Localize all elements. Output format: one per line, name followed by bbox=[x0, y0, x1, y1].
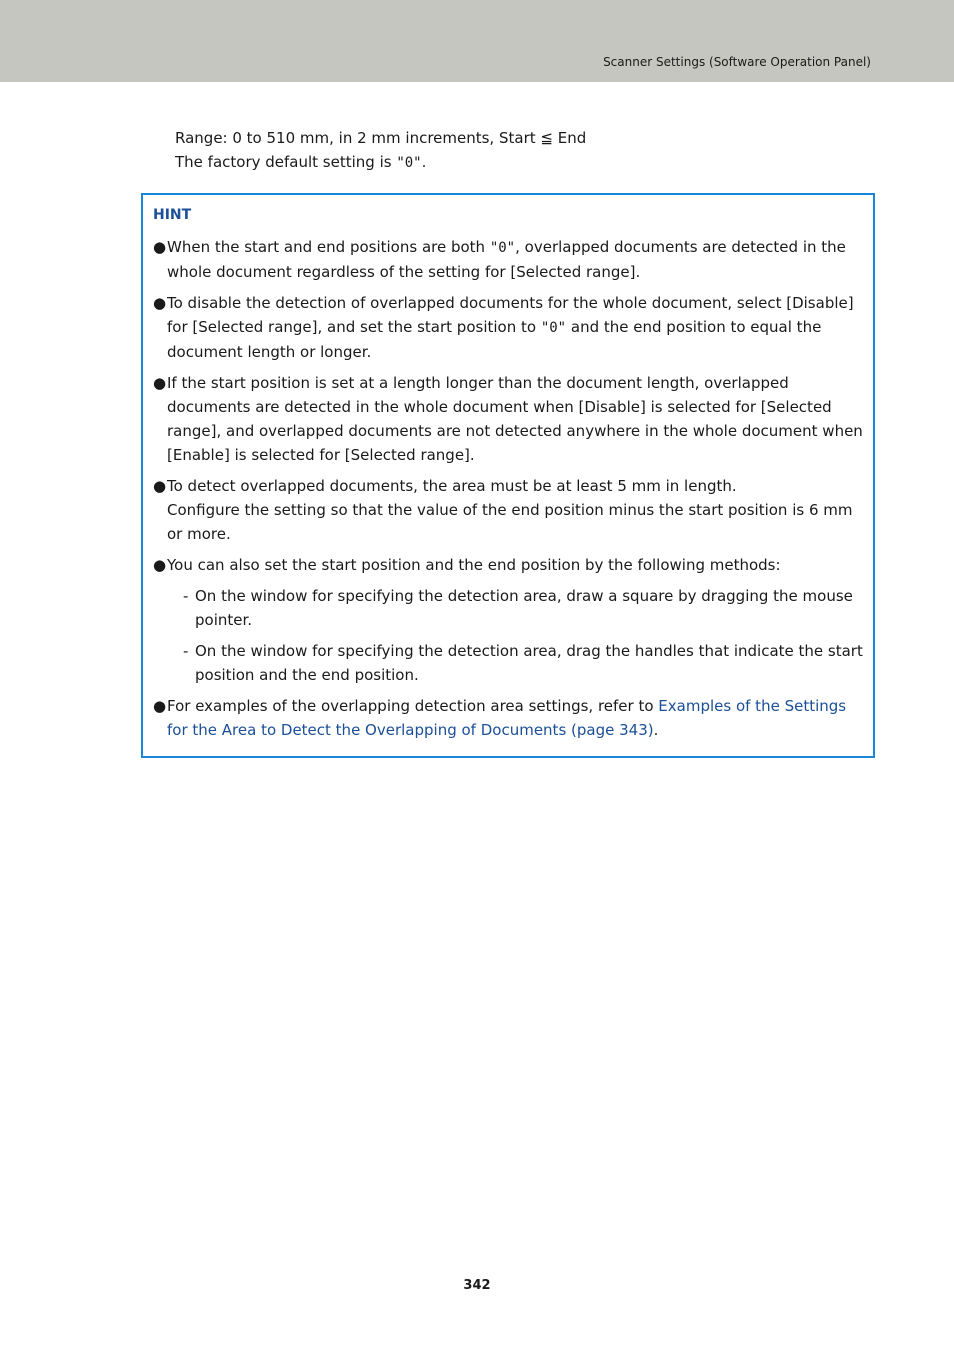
hint-item-examples: ● For examples of the overlapping detection area settings, refer to Examples of the Settings for the Area to Detect the Overlapping of Documents (page 343). bbox=[153, 694, 865, 742]
header-band bbox=[0, 0, 954, 82]
code-value: "0" bbox=[489, 240, 516, 256]
range-text: Range: 0 to 510 mm, in 2 mm increments, Start ≦ End bbox=[175, 129, 587, 147]
bullet-icon: ● bbox=[153, 374, 167, 392]
bullet-icon: ● bbox=[153, 238, 167, 256]
default-value: "0" bbox=[396, 155, 422, 171]
running-header-title: Scanner Settings (Software Operation Panel) bbox=[603, 55, 871, 69]
page-number: 342 bbox=[463, 1278, 491, 1293]
hint-box bbox=[141, 193, 875, 758]
default-setting-text: The factory default setting is "0". bbox=[175, 153, 427, 171]
dash-icon: - bbox=[183, 587, 189, 605]
bullet-icon: ● bbox=[153, 477, 167, 495]
bullet-icon: ● bbox=[153, 294, 167, 312]
hint-item-start-longer: ● If the start position is set at a length longer than the document length, overlapped documents are detected in the whole document when [Disable] is selected for [Selected range], and overlapped documents are not detected anywhere in the whole document when [Enable] is selected for [Selected range]. bbox=[153, 371, 865, 467]
sub-item-drag-handles: - On the window for specifying the detection area, drag the handles that indicate the start position and the end position. bbox=[167, 639, 865, 687]
dash-icon: - bbox=[183, 642, 189, 660]
intro-block bbox=[175, 126, 586, 175]
examples-link[interactable]: Examples of the Settings for the Area to Detect the Overlapping of Documents (page 343) bbox=[167, 697, 847, 739]
bullet-icon: ● bbox=[153, 556, 167, 574]
hint-item-minimum-length: ● To detect overlapped documents, the area must be at least 5 mm in length. Configure the setting so that the value of the end position minus the start position is 6 mm or more. bbox=[153, 474, 865, 546]
sub-item-draw-square: - On the window for specifying the detection area, draw a square by dragging the mouse pointer. bbox=[167, 584, 865, 632]
hint-item-set-methods: ● You can also set the start position and the end position by the following methods: - On the window for specifying the detection area, draw a square by dragging the mouse pointer. - On the window for specifying the detection area, drag the handles that indicate the start position and the end position. bbox=[153, 553, 865, 687]
hint-item-zero-positions: ● When the start and end positions are both "0", overlapped documents are detected in the whole document regardless of the setting for [Selected range]. bbox=[153, 235, 865, 284]
hint-list bbox=[153, 235, 865, 749]
bullet-icon: ● bbox=[153, 697, 167, 715]
code-value: "0" bbox=[540, 320, 567, 336]
hint-item-disable-detection: ● To disable the detection of overlapped documents for the whole document, select [Disable] for [Selected range], and set the start position to "0" and the end position to equal the document length or longer. bbox=[153, 291, 865, 364]
hint-label: HINT bbox=[153, 207, 192, 223]
